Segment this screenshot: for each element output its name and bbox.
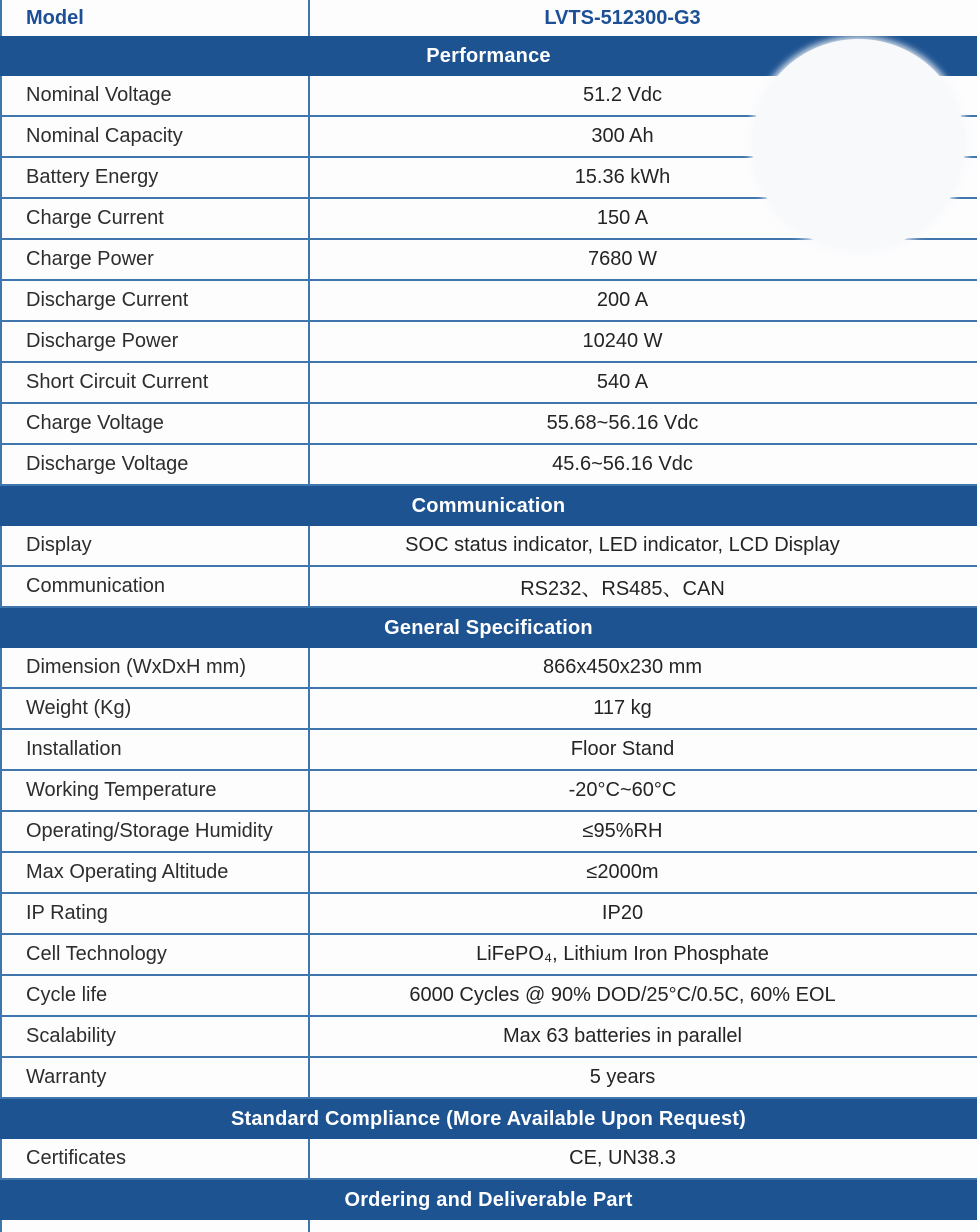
spec-label: Weight (Kg) xyxy=(2,689,310,728)
section-header-standard-compliance: Standard Compliance (More Available Upon Request) xyxy=(0,1099,977,1139)
spec-label: Cycle life xyxy=(2,976,310,1015)
spec-value: 45.6~56.16 Vdc xyxy=(552,453,693,475)
spec-value: Floor Stand xyxy=(570,738,675,760)
spec-value xyxy=(310,1220,977,1232)
spec-row xyxy=(0,689,977,730)
spec-value: 117 kg xyxy=(593,697,652,719)
spec-value: 55.68~56.16 Vdc xyxy=(546,412,699,434)
spec-label: Discharge Current xyxy=(2,281,310,320)
spec-label: Charge Current xyxy=(2,199,310,238)
spec-row xyxy=(0,404,977,445)
spec-value: 15.36 kWh xyxy=(574,166,671,188)
spec-label: Warranty xyxy=(2,1058,310,1097)
spec-value: 5 years xyxy=(589,1066,656,1088)
spec-value: Max 63 batteries in parallel xyxy=(502,1025,742,1047)
spec-value: IP20 xyxy=(601,902,644,924)
spec-label: Short Circuit Current xyxy=(2,363,310,402)
spec-row xyxy=(0,771,977,812)
spec-row xyxy=(0,445,977,486)
spec-label: IP Rating xyxy=(2,894,310,933)
spec-value: RS232、RS485、CAN xyxy=(520,578,725,600)
spec-label: Communication xyxy=(2,567,310,606)
spec-row xyxy=(0,1139,977,1180)
model-value: LVTS-512300-G3 xyxy=(544,6,701,29)
spec-label: Nominal Voltage xyxy=(2,76,310,115)
model-row xyxy=(0,0,977,36)
spec-label: Dimension (WxDxH mm) xyxy=(2,648,310,687)
section-header-general-specification: General Specification xyxy=(0,608,977,648)
spec-label xyxy=(2,1220,310,1232)
spec-value: 7680 W xyxy=(588,248,657,270)
spec-row xyxy=(0,363,977,404)
spec-row xyxy=(0,322,977,363)
spec-label: Discharge Voltage xyxy=(2,445,310,484)
spec-value: 300 Ah xyxy=(591,125,654,147)
spec-label: Cell Technology xyxy=(2,935,310,974)
spec-value: 200 A xyxy=(596,289,649,311)
model-label: Model xyxy=(2,0,310,36)
spec-value: 150 A xyxy=(596,207,649,229)
spec-row xyxy=(0,935,977,976)
spec-row xyxy=(0,853,977,894)
spec-row xyxy=(0,894,977,935)
spec-value: 866x450x230 mm xyxy=(543,656,702,678)
spec-value: 6000 Cycles @ 90% DOD/25°C/0.5C, 60% EOL xyxy=(409,984,836,1006)
spec-value: 10240 W xyxy=(582,330,663,352)
spec-label: Max Operating Altitude xyxy=(2,853,310,892)
spec-label: Certificates xyxy=(2,1139,310,1178)
section-header-performance: Performance xyxy=(0,36,977,76)
spec-label: Operating/Storage Humidity xyxy=(2,812,310,851)
spec-label: Discharge Power xyxy=(2,322,310,361)
spec-row xyxy=(0,526,977,567)
spec-label: Nominal Capacity xyxy=(2,117,310,156)
spec-row xyxy=(0,281,977,322)
white-circle-overlay xyxy=(752,39,965,250)
spec-value: 51.2 Vdc xyxy=(583,84,662,106)
spec-value: -20°C~60°C xyxy=(568,779,677,801)
spec-value: ≤2000m xyxy=(586,861,659,883)
spec-label: Charge Power xyxy=(2,240,310,279)
spec-row xyxy=(0,812,977,853)
spec-label: Battery Energy xyxy=(2,158,310,197)
spec-label: Scalability xyxy=(2,1017,310,1056)
section-header-ordering-deliverable: Ordering and Deliverable Part xyxy=(0,1180,977,1220)
spec-row xyxy=(0,976,977,1017)
spec-row xyxy=(0,1017,977,1058)
spec-value: SOC status indicator, LED indicator, LCD Display xyxy=(405,534,840,556)
spec-label: Display xyxy=(2,526,310,565)
spec-row xyxy=(0,648,977,689)
spec-value: 540 A xyxy=(596,371,649,393)
spec-row-partial xyxy=(0,1220,977,1232)
spec-label: Charge Voltage xyxy=(2,404,310,443)
spec-value: CE, UN38.3 xyxy=(569,1147,676,1169)
spec-value: LiFePO₄, Lithium Iron Phosphate xyxy=(476,943,769,965)
spec-row xyxy=(0,567,977,608)
section-header-communication: Communication xyxy=(0,486,977,526)
spec-row xyxy=(0,1058,977,1099)
spec-label: Installation xyxy=(2,730,310,769)
spec-row xyxy=(0,730,977,771)
spec-value: ≤95%RH xyxy=(582,820,663,842)
spec-label: Working Temperature xyxy=(2,771,310,810)
